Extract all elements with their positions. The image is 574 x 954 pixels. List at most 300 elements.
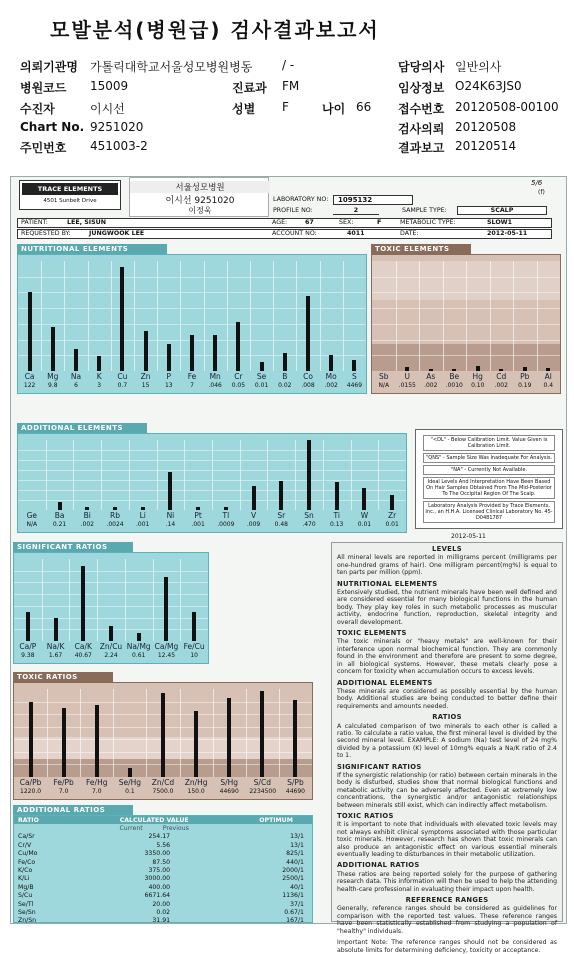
column-divider bbox=[343, 261, 344, 371]
chart-value: 6 bbox=[74, 382, 78, 389]
bar-v bbox=[252, 486, 256, 511]
column-divider bbox=[490, 261, 491, 371]
header-key: 진료과 bbox=[232, 81, 267, 95]
bar-be bbox=[452, 369, 456, 371]
table-cell: 254.17 bbox=[148, 833, 171, 841]
chart-value: 0.01 bbox=[254, 382, 269, 389]
bar-s-cd bbox=[260, 691, 264, 777]
column-divider bbox=[466, 261, 467, 371]
chart-label: Na/K bbox=[46, 642, 65, 651]
column-divider bbox=[157, 261, 158, 371]
chart-label: Ge bbox=[26, 511, 38, 520]
chart-value: 44690 bbox=[285, 788, 305, 795]
chart-value: 0.4 bbox=[543, 382, 554, 389]
chart-label: Mn bbox=[209, 372, 221, 381]
bar-mg bbox=[51, 327, 55, 371]
column-divider bbox=[351, 440, 352, 510]
header-value: 가톨릭대학교서울성모병원병동 bbox=[90, 60, 253, 74]
header-value: O24K63JS0 bbox=[455, 79, 522, 93]
column-divider bbox=[213, 689, 214, 777]
date-label: DATE: bbox=[400, 230, 419, 237]
hair-analysis-report bbox=[10, 176, 567, 954]
table-cell: 37/1 bbox=[290, 900, 304, 908]
ratios-title: RATIOS bbox=[432, 713, 462, 722]
chart-label: Ba bbox=[54, 511, 65, 520]
sex-value: F bbox=[377, 219, 382, 226]
levels-explanation bbox=[331, 542, 563, 954]
account-no: 4011 bbox=[347, 230, 365, 237]
legend-box bbox=[415, 429, 563, 529]
levels-text bbox=[337, 546, 557, 954]
column-divider bbox=[113, 689, 114, 777]
header-value: 20120508 bbox=[455, 120, 517, 134]
header-key: 결과보고 bbox=[398, 141, 445, 155]
lab-no: 1095132 bbox=[333, 195, 413, 205]
header-value: 20120508-00100 bbox=[455, 100, 559, 114]
logo-address: 4501 Sunbelt Drive bbox=[43, 198, 97, 204]
table-cell: 440/1 bbox=[286, 858, 304, 866]
chart-value: .002 bbox=[494, 382, 508, 389]
column-divider bbox=[267, 440, 268, 510]
header-value: 20120514 bbox=[455, 139, 517, 153]
chart-value: 0.01 bbox=[357, 521, 372, 528]
toxic-chart bbox=[371, 254, 561, 394]
chart-value: .001 bbox=[191, 521, 205, 528]
chart-label: Zn/Hg bbox=[184, 778, 208, 787]
table-header-cell: CALCULATED VALUE bbox=[119, 816, 189, 824]
chart-label: Zn/Cd bbox=[151, 778, 175, 787]
chart-value: 9.38 bbox=[21, 652, 35, 659]
chart-label: Ti bbox=[333, 511, 340, 520]
table-cell: 13/1 bbox=[290, 833, 304, 841]
chart-label: P bbox=[166, 372, 172, 381]
chart-label: Se bbox=[256, 372, 267, 381]
table-cell: 167/1 bbox=[286, 917, 304, 925]
date-stamp: 2012-05-11 bbox=[451, 533, 486, 540]
bar-se-hg bbox=[128, 768, 132, 777]
bar-ca-pb bbox=[29, 702, 33, 777]
section-heading: ADDITIONAL ELEMENTS bbox=[337, 678, 433, 687]
column-divider bbox=[419, 261, 420, 371]
header-value: 66 bbox=[356, 100, 372, 114]
stamp-hospital: 서울성모병원 bbox=[130, 181, 270, 193]
bar-ca bbox=[28, 292, 32, 371]
column-divider bbox=[204, 261, 205, 371]
patient-name: LEE, SISUN bbox=[67, 219, 106, 226]
chart-label: Cu bbox=[117, 372, 128, 381]
table-cell: 3350.00 bbox=[144, 850, 171, 858]
header-value: 9251020 bbox=[90, 120, 144, 134]
bar-fe bbox=[190, 335, 194, 371]
column-divider bbox=[46, 440, 47, 510]
column-divider bbox=[296, 261, 297, 371]
chart-value: 0.05 bbox=[231, 382, 246, 389]
column-divider bbox=[180, 689, 181, 777]
bar-co bbox=[306, 296, 310, 371]
section-text: It is important to note that individuals with elevated toxic levels may not always exhibit clinical symptoms associated with those particular toxic minerals. However, research has shown that toxic minerals can also produce an antagonistic effect on various essential minerals eventually leading to disturbances in their metabolic utilization. bbox=[337, 821, 557, 859]
table-cell: 375.00 bbox=[148, 867, 171, 875]
chart-label: Ca/Mg bbox=[154, 642, 179, 651]
report-date: 2012-05-11 bbox=[487, 230, 528, 237]
chart-value: .002 bbox=[80, 521, 94, 528]
chart-label: Ni bbox=[166, 511, 175, 520]
section-heading: NUTRITIONAL ELEMENTS bbox=[337, 579, 438, 588]
table-header-cell: OPTIMUM bbox=[259, 816, 293, 824]
column-divider bbox=[227, 261, 228, 371]
important-note: Important Note: The reference ranges should not be considered as absolute limits for determining deficiency, toxicity or acceptance. bbox=[337, 939, 557, 954]
table-cell: 2000/1 bbox=[282, 867, 304, 875]
add-ratios-header: ADDITIONAL RATIOS bbox=[13, 805, 133, 815]
bar-ni bbox=[168, 472, 172, 511]
table-row bbox=[14, 866, 312, 874]
chart-label: K bbox=[96, 372, 102, 381]
header-value: / - bbox=[282, 58, 295, 72]
column-divider bbox=[47, 689, 48, 777]
chart-label: Pb bbox=[520, 372, 530, 381]
chart-label: Cr bbox=[234, 372, 243, 381]
bar-hg bbox=[476, 366, 480, 372]
column-divider bbox=[111, 261, 112, 371]
column-divider bbox=[537, 261, 538, 371]
patient-label: PATIENT: bbox=[21, 219, 48, 226]
header-value: 이시선 bbox=[90, 102, 125, 116]
section-text: These minerals are considered as possibly essential by the human body. Additional studies are being conducted to better define their requirements and amounts needed. bbox=[337, 687, 557, 710]
table-cell: Se/Tl bbox=[18, 900, 34, 908]
header-key: 임상정보 bbox=[398, 81, 445, 95]
bar-ba bbox=[58, 502, 62, 510]
bar-mo bbox=[329, 355, 333, 372]
table-row bbox=[14, 858, 312, 866]
column-divider bbox=[125, 559, 126, 641]
chart-label: Zr bbox=[388, 511, 397, 520]
section-heading: TOXIC ELEMENTS bbox=[337, 629, 407, 638]
chart-value: 122 bbox=[23, 382, 36, 389]
chart-value: 0.7 bbox=[117, 382, 128, 389]
table-cell: 5.56 bbox=[156, 841, 171, 849]
column-divider bbox=[129, 440, 130, 510]
chart-value: 0.21 bbox=[52, 521, 67, 528]
column-divider bbox=[97, 559, 98, 641]
ratios-table bbox=[14, 816, 312, 925]
chart-label: Mo bbox=[325, 372, 337, 381]
table-row bbox=[14, 850, 312, 858]
toxic-header: TOXIC ELEMENTS bbox=[371, 244, 471, 254]
chart-label: Ca/K bbox=[74, 642, 92, 651]
bar-pb bbox=[523, 367, 527, 371]
chart-label: Al bbox=[544, 372, 552, 381]
bar-s-pb bbox=[293, 700, 297, 777]
chart-label: Fe/Hg bbox=[86, 778, 108, 787]
column-divider bbox=[396, 261, 397, 371]
legend-note: "NA" - Currently Not Available. bbox=[423, 465, 555, 475]
chart-label: Zn bbox=[140, 372, 151, 381]
chart-value: 4469 bbox=[346, 382, 363, 389]
account-label: ACCOUNT NO: bbox=[272, 230, 317, 237]
table-cell: 40/1 bbox=[290, 883, 304, 891]
table-row bbox=[14, 908, 312, 916]
legend-note: Ideal Levels And Interpretation Have Been Based On Hair Samples Obtained From The Mid-Posterior To The Occipital Region Of The Scalp. bbox=[423, 477, 555, 499]
chart-value: 0.48 bbox=[274, 521, 288, 528]
column-divider bbox=[513, 261, 514, 371]
bar-na-mg bbox=[137, 633, 141, 641]
chart-label: Li bbox=[139, 511, 146, 520]
chart-label: V bbox=[250, 511, 257, 520]
column-divider bbox=[184, 440, 185, 510]
bar-p bbox=[167, 344, 171, 372]
legend-note: "QNS" - Sample Size Was Inadequate For Analysis. bbox=[423, 453, 555, 463]
additional-header: ADDITIONAL ELEMENTS bbox=[17, 423, 147, 433]
chart-value: .009 bbox=[246, 521, 261, 528]
additional-ratios-table bbox=[13, 815, 313, 923]
ratios-text: A calculated comparison of two minerals to each other is called a ratio. To calculate a ratio value, the first mineral level is divided by the second mineral level. EXAMPLE: A sodium (Na) test level of 24 mg% divided by a potassium (K) level of 10mg% equals a Na/K ratio of 2.4 to 1. bbox=[337, 722, 557, 760]
requested-by: JUNGWOOK LEE bbox=[89, 230, 145, 237]
gridline bbox=[14, 594, 208, 595]
chart-value: 10 bbox=[190, 652, 198, 659]
column-divider bbox=[69, 559, 70, 641]
bar-sn bbox=[307, 440, 311, 510]
chart-label: W bbox=[360, 511, 369, 520]
chart-label: Rb bbox=[110, 511, 120, 520]
column-divider bbox=[153, 559, 154, 641]
chart-value: .002 bbox=[424, 382, 438, 389]
chart-value: .0010 bbox=[445, 382, 463, 389]
chart-label: Fe bbox=[187, 372, 197, 381]
table-row bbox=[14, 883, 312, 891]
table-cell: 13/1 bbox=[290, 841, 304, 849]
chart-label: Ca bbox=[24, 372, 35, 381]
header-key: 검사의뢰 bbox=[398, 122, 445, 136]
stamp-doctor: 이정욱 bbox=[188, 206, 212, 215]
bar-na-k bbox=[54, 618, 58, 641]
table-cell: Se/Sn bbox=[18, 908, 36, 916]
gridline bbox=[18, 324, 366, 325]
column-divider bbox=[295, 440, 296, 510]
profile-no: 2 bbox=[333, 207, 379, 215]
table-cell: 87.50 bbox=[152, 858, 171, 866]
section-heading: ADDITIONAL RATIOS bbox=[337, 861, 420, 870]
bar-tl bbox=[224, 507, 228, 511]
chart-label: Sb bbox=[378, 372, 389, 381]
gridline bbox=[14, 571, 208, 572]
bar-u bbox=[405, 367, 409, 371]
table-subheader-row bbox=[14, 824, 312, 832]
column-divider bbox=[320, 261, 321, 371]
header-value: F bbox=[282, 100, 289, 114]
bar-b bbox=[283, 353, 287, 371]
chart-value: 150.0 bbox=[187, 788, 205, 795]
sex-label: SEX: bbox=[339, 219, 354, 226]
chart-value: N/A bbox=[378, 382, 390, 389]
chart-label: Cd bbox=[496, 372, 507, 381]
section-heading: TOXIC RATIOS bbox=[337, 812, 394, 820]
table-header-cell: RATIO bbox=[18, 816, 39, 824]
column-divider bbox=[180, 559, 181, 641]
chart-label: S/Cd bbox=[253, 778, 271, 787]
header-key: 주민번호 bbox=[20, 141, 67, 155]
table-cell: 3000.00 bbox=[144, 875, 171, 883]
chart-plot-area bbox=[18, 261, 366, 371]
table-cell: K/Li bbox=[18, 875, 30, 883]
chart-value: 1220.0 bbox=[20, 788, 42, 795]
chart-label: Sn bbox=[304, 511, 314, 520]
column-divider bbox=[250, 261, 251, 371]
chart-label: Co bbox=[303, 372, 313, 381]
chart-plot-area bbox=[14, 559, 208, 641]
chart-value: 1.67 bbox=[48, 652, 63, 659]
bar-w bbox=[362, 488, 366, 510]
toxic-ratios-chart bbox=[13, 682, 313, 800]
chart-label: S bbox=[352, 372, 357, 381]
chart-label: Na/Mg bbox=[126, 642, 151, 651]
info-grid bbox=[17, 196, 552, 242]
chart-label: Pt bbox=[194, 511, 202, 520]
chart-value: 0.61 bbox=[132, 652, 146, 659]
column-divider bbox=[41, 261, 42, 371]
chart-label: Tl bbox=[222, 511, 230, 520]
chart-value: 2.24 bbox=[104, 652, 118, 659]
table-cell: Zn/Sn bbox=[18, 917, 37, 925]
section-text: The toxic minerals or "heavy metals" are well-known for their interference upon normal biochemical function. They are commonly found in the environment and therefore are present to some degree, in all biological systems. However, these metals clearly pose a concern for toxicity when accumulation occurs to excess levels. bbox=[337, 638, 557, 676]
bar-zn-hg bbox=[194, 711, 198, 777]
column-divider bbox=[212, 440, 213, 510]
table-row bbox=[14, 917, 312, 925]
chart-value: 12.45 bbox=[157, 652, 176, 659]
chart-value: .14 bbox=[165, 521, 176, 528]
reference-title: REFERENCE RANGES bbox=[405, 896, 489, 905]
reference-text: Generally, reference ranges should be considered as guidelines for comparison with the reported test values. These reference ranges have been statistically established from studying a population of "healthy" individuals. bbox=[337, 905, 557, 935]
metabolic-label: METABOLIC TYPE: bbox=[400, 219, 456, 226]
chart-value: 3 bbox=[97, 382, 102, 389]
logo-text: TRACE ELEMENTS bbox=[22, 183, 118, 195]
chart-value: N/A bbox=[26, 521, 38, 528]
table-cell: Ca/Sr bbox=[18, 833, 35, 841]
levels-intro: All mineral levels are reported in milligrams percent (milligrams per one-hundred grams of hair). One milligram percent(mg%) is equal to ten parts per million (ppm). bbox=[337, 554, 557, 577]
chart-label: Na bbox=[70, 372, 82, 381]
column-divider bbox=[157, 440, 158, 510]
table-cell: Mg/B bbox=[18, 883, 34, 891]
header-value: 451003-2 bbox=[90, 139, 148, 153]
requested-label: REQUESTED BY: bbox=[21, 230, 71, 237]
chart-value: 15 bbox=[141, 382, 150, 389]
chart-label: Zn/Cu bbox=[99, 642, 123, 651]
chart-value: 7500.0 bbox=[152, 788, 174, 795]
nutritional-chart bbox=[17, 254, 367, 394]
chart-label: Se/Hg bbox=[118, 778, 142, 787]
bar-ca-p bbox=[26, 612, 30, 641]
lab-no-label: LABORATORY NO: bbox=[273, 196, 329, 203]
table-cell: 6671.64 bbox=[144, 892, 171, 900]
age-label: AGE: bbox=[272, 219, 288, 226]
column-divider bbox=[279, 689, 280, 777]
gridline bbox=[18, 277, 366, 278]
sub-previous: Previous bbox=[162, 825, 189, 833]
gridline bbox=[14, 582, 208, 583]
chart-value: 0.19 bbox=[518, 382, 532, 389]
chart-plot-area bbox=[18, 440, 406, 510]
column-divider bbox=[42, 559, 43, 641]
header-key: 담당의사 bbox=[398, 60, 445, 74]
column-divider bbox=[134, 261, 135, 371]
chart-label: Ca/Pb bbox=[19, 778, 42, 787]
bar-zn-cu bbox=[109, 626, 113, 641]
toxic-ratios-header: TOXIC RATIOS bbox=[13, 672, 113, 682]
chart-value: 44690 bbox=[219, 788, 239, 795]
bar-cr bbox=[236, 322, 240, 372]
table-cell: 825/1 bbox=[286, 850, 304, 858]
section-text: Extensively studied, the nutrient minerals have been well defined and are considered essential for many biological functions in the human body. They play key roles in such metabolic processes as muscular activity, endocrine function, reproduction, skeletal integrity and overall development. bbox=[337, 589, 557, 626]
chart-label: Fe/Pb bbox=[53, 778, 74, 787]
gridline bbox=[18, 292, 366, 293]
column-divider bbox=[378, 440, 379, 510]
column-divider bbox=[88, 261, 89, 371]
chart-value: .0009 bbox=[217, 521, 235, 528]
levels-title: LEVELS bbox=[432, 545, 462, 553]
chart-label: Fe/Cu bbox=[183, 642, 205, 651]
chart-label: U bbox=[404, 372, 410, 381]
chart-value: .002 bbox=[324, 382, 338, 389]
chart-value: 40.67 bbox=[74, 652, 92, 659]
header-key: 나이 bbox=[322, 102, 346, 116]
additional-chart bbox=[17, 433, 407, 533]
bar-cu bbox=[120, 267, 124, 372]
table-cell: 20.00 bbox=[152, 900, 171, 908]
bar-al bbox=[546, 368, 550, 371]
bar-pt bbox=[196, 507, 200, 511]
nutritional-header: NUTRITIONAL ELEMENTS bbox=[17, 244, 167, 254]
column-divider bbox=[64, 261, 65, 371]
metabolic-type: SLOW1 bbox=[487, 219, 513, 226]
chart-value: .470 bbox=[302, 521, 316, 528]
bar-as bbox=[429, 369, 433, 371]
chart-value: 7 bbox=[190, 382, 194, 389]
bar-s bbox=[352, 360, 356, 371]
column-divider bbox=[101, 440, 102, 510]
header-key: 의뢰기관명 bbox=[20, 60, 78, 74]
chart-label: Ca/P bbox=[19, 642, 37, 651]
gridline bbox=[18, 308, 366, 309]
bar-na bbox=[74, 349, 78, 371]
table-cell: Fe/Co bbox=[18, 858, 36, 866]
bar-zn bbox=[144, 331, 148, 371]
gridline bbox=[14, 606, 208, 607]
gridline bbox=[14, 618, 208, 619]
header-key: 수진자 bbox=[20, 102, 55, 116]
chart-value: .0155 bbox=[398, 382, 416, 389]
bar-ca-k bbox=[81, 566, 85, 641]
bar-ti bbox=[335, 482, 339, 510]
sub-current: Current bbox=[119, 825, 143, 833]
chart-label: S/Pb bbox=[287, 778, 304, 787]
chart-value: 0.1 bbox=[125, 788, 135, 795]
report-title: 모발분석(병원급) 검사결과보고서 bbox=[50, 18, 380, 42]
legend-note: Laboratory Analysis Provided by Trace Elements, Inc., an H.H.A. Licensed Clinical Laboratory No. 45-D0481787 bbox=[423, 501, 555, 523]
header-key: 접수번호 bbox=[398, 102, 445, 116]
chart-value: .0024 bbox=[106, 521, 124, 528]
header-key: Chart No. bbox=[20, 120, 85, 134]
age-value: 67 bbox=[305, 219, 314, 226]
bar-ca-mg bbox=[164, 577, 168, 641]
table-cell: 400.00 bbox=[148, 883, 171, 891]
table-cell: 0.67/1 bbox=[284, 908, 304, 916]
chart-label: Be bbox=[449, 372, 460, 381]
table-row bbox=[14, 892, 312, 900]
bar-k bbox=[97, 356, 101, 371]
chart-value: .001 bbox=[136, 521, 150, 528]
table-cell: 0.02 bbox=[156, 908, 171, 916]
bar-zn-cd bbox=[161, 693, 165, 777]
chart-value: 0.02 bbox=[278, 382, 292, 389]
chart-value: 7.0 bbox=[58, 788, 69, 795]
